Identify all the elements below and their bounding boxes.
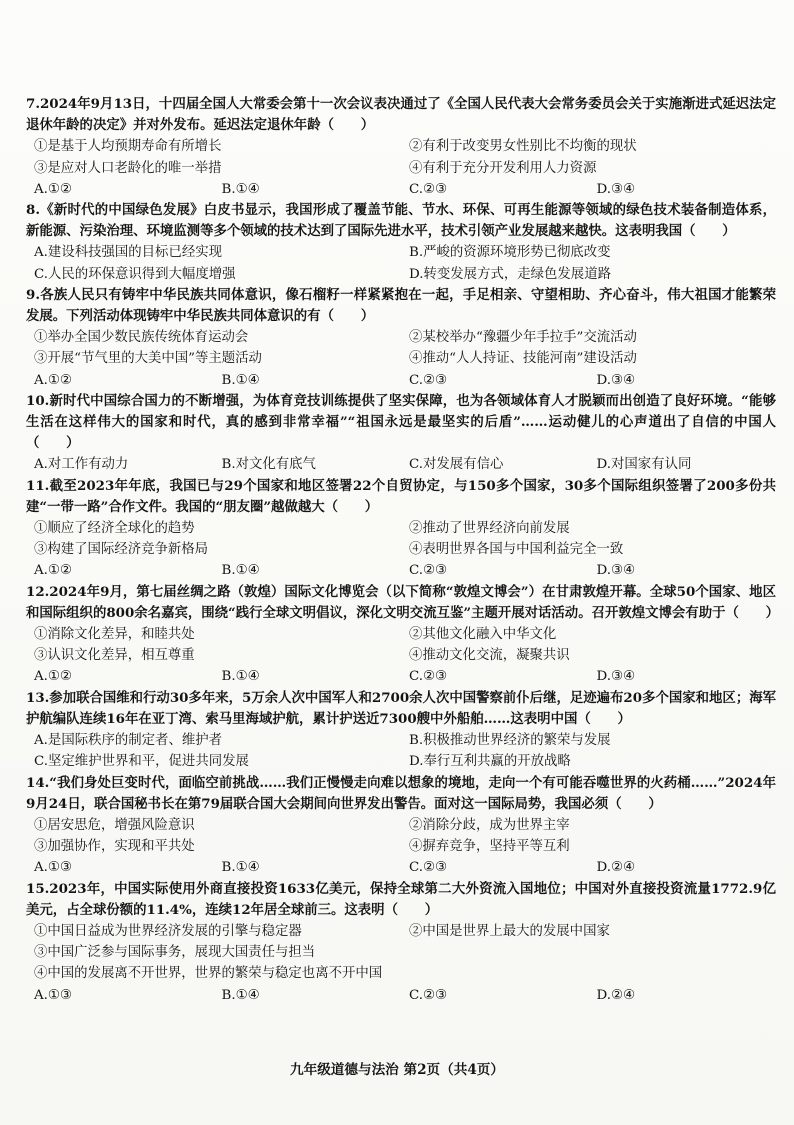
- choice-a: A.对工作有动力: [34, 457, 129, 473]
- choice-b: B.①④: [221, 181, 260, 197]
- choice-list: [26, 666, 776, 687]
- question-11: [26, 476, 776, 582]
- choice-a: A.①③: [34, 987, 72, 1003]
- choice-a: A.建设科技强国的目标已经实现: [34, 245, 223, 261]
- statement: ④推动“人人持证、技能河南”建设活动: [409, 351, 637, 367]
- question-14: [26, 773, 776, 879]
- choice-d: D.②④: [596, 860, 636, 876]
- choice-list: [26, 179, 776, 200]
- choice-a: A.①②: [34, 181, 72, 197]
- question-stem: 13.参加联合国维和行动30多年来，5万余人次中国军人和2700余人次中国警察前仆后继，足迹遍布20多个国家和地区；海军护航编队连续16年在亚丁湾、索马里海域护航，累计护送近7300艘中外船舶……这表明中国（ ）: [26, 689, 776, 727]
- choice-b: B.严峻的资源环境形势已彻底改变: [409, 245, 611, 261]
- choice-a: A.是国际秩序的制定者、维护者: [34, 733, 223, 749]
- statement: ④表明世界各国与中国利益完全一致: [409, 542, 624, 558]
- choice-list: [26, 370, 776, 391]
- choice-d: D.③④: [596, 669, 636, 685]
- choice-b: B.积极推动世界经济的繁荣与发展: [409, 733, 611, 749]
- choice-list: [26, 242, 776, 284]
- choice-list: [26, 560, 776, 581]
- choice-b: B.①④: [221, 987, 260, 1003]
- statement: ③加强协作，实现和平共处: [34, 839, 195, 855]
- statement: ④中国的发展离不开世界，世界的繁荣与稳定也离不开中国: [34, 966, 383, 982]
- statement-list: [26, 136, 776, 178]
- choice-a: A.①②: [34, 669, 72, 685]
- question-8: [26, 200, 776, 285]
- statement: ①中国日益成为世界经济发展的引擎与稳定器: [34, 923, 302, 939]
- statement: ①居安思危，增强风险意识: [34, 817, 195, 833]
- statement: ③是应对人口老龄化的唯一举措: [34, 160, 222, 176]
- statement-list: [26, 921, 776, 942]
- choice-d: D.对国家有认同: [596, 457, 692, 473]
- statement: ④推动文化交流，凝聚共识: [409, 648, 570, 664]
- question-stem: 8.《新时代的中国绿色发展》白皮书显示，我国形成了覆盖节能、节水、环保、可再生能源等领域的绿色技术装备制造体系，新能源、污染治理、环境监测等多个领域的技术达到了国际先进水平，技术引领产业发展越来越快。这表明我国（ ）: [26, 202, 776, 240]
- statement: ④有利于充分开发利用人力资源: [409, 160, 597, 176]
- choice-c: C.②③: [409, 181, 448, 197]
- question-stem: 7.2024年9月13日，十四届全国人大常委会第十一次会议表决通过了《全国人民代表大会常务委员会关于实施渐进式延迟法定退休年龄的决定》并对外发布。延迟法定退休年龄（ ）: [26, 96, 776, 134]
- statement-list: [26, 327, 776, 369]
- choice-c: C.②③: [409, 372, 448, 388]
- choice-d: D.②④: [596, 987, 636, 1003]
- choice-b: B.①④: [221, 860, 260, 876]
- choice-c: C.对发展有信心: [409, 457, 504, 473]
- statement: ③认识文化差异，相互尊重: [34, 648, 195, 664]
- choice-a: A.①③: [34, 860, 72, 876]
- statement: ④摒弃竞争，坚持平等互利: [409, 839, 570, 855]
- question-stem: 15.2023年，中国实际使用外商直接投资1633亿美元，保持全球第二大外资流入国地位；中国对外直接投资流量1772.9亿美元，占全球份额的11.4%，连续12年居全球前三。这表明（ ）: [26, 880, 776, 918]
- statement-list-wide: [26, 942, 776, 984]
- statement-list: [26, 624, 776, 666]
- question-list: [26, 94, 780, 1006]
- question-9: [26, 285, 776, 391]
- question-7: [26, 94, 776, 200]
- choice-c: C.②③: [409, 987, 448, 1003]
- choice-b: B.对文化有底气: [221, 457, 316, 473]
- question-12: [26, 582, 780, 688]
- choice-list: [26, 857, 776, 878]
- choice-a: A.①②: [34, 563, 72, 579]
- statement: ②某校举办“豫疆少年手拉手”交流活动: [409, 330, 637, 346]
- choice-c: C.人民的环保意识得到大幅度增强: [34, 266, 236, 282]
- statement: ②其他文化融入中华文化: [409, 627, 557, 643]
- statement: ①顺应了经济全球化的趋势: [34, 521, 195, 537]
- question-10: [26, 391, 776, 476]
- question-stem: 14.“我们身处巨变时代，面临空前挑战……我们正慢慢走向难以想象的境地，走向一个有可能吞噬世界的火药桶……”2024年9月24日，联合国秘书长在第79届联合国大会期间向世界发出警告。面对这一国际局势，我国必须（ ）: [26, 774, 776, 812]
- statement: ②有利于改变男女性别比不均衡的现状: [409, 139, 637, 155]
- choice-b: B.①④: [221, 563, 260, 579]
- statement: ③开展“节气里的大美中国”等主题活动: [34, 351, 262, 367]
- question-stem: 9.各族人民只有铸牢中华民族共同体意识，像石榴籽一样紧紧抱在一起，手足相亲、守望相助、齐心奋斗，伟大祖国才能繁荣发展。下列活动体现铸牢中华民族共同体意识的有（ ）: [26, 286, 776, 325]
- statement: ③构建了国际经济竞争新格局: [34, 542, 209, 558]
- question-13: [26, 688, 776, 773]
- statement-list: [26, 518, 776, 560]
- choice-list: [26, 730, 776, 772]
- statement: ②中国是世界上最大的发展中国家: [409, 923, 610, 939]
- statement: ①举办全国少数民族传统体育运动会: [34, 330, 249, 346]
- choice-b: B.①④: [221, 669, 260, 685]
- statement: ②消除分歧，成为世界主宰: [409, 817, 570, 833]
- statement: ①是基于人均预期寿命有所增长: [34, 139, 222, 155]
- statement: ③中国广泛参与国际事务，展现大国责任与担当: [34, 945, 316, 961]
- page-footer: 九年级道德与法治 第2页（共4页）: [290, 1062, 504, 1078]
- question-stem: 11.截至2023年年底，我国已与29个国家和地区签署22个自贸协定，与150多个国家，30多个国际组织签署了200多份共建“一带一路”合作文件。我国的“朋友圈”越做越大（ ）: [26, 477, 776, 515]
- choice-c: C.②③: [409, 860, 448, 876]
- choice-c: C.②③: [409, 563, 448, 579]
- choice-list: [26, 454, 776, 475]
- choice-list: [26, 985, 776, 1006]
- choice-c: C.②③: [409, 669, 448, 685]
- choice-d: D.③④: [596, 372, 636, 388]
- question-15: [26, 879, 776, 1006]
- statement: ①消除文化差异，和睦共处: [34, 627, 195, 643]
- choice-d: D.③④: [596, 563, 636, 579]
- choice-d: D.转变发展方式，走绿色发展道路: [409, 266, 611, 282]
- choice-b: B.①④: [221, 372, 260, 388]
- choice-d: D.奉行互利共赢的开放战略: [409, 754, 571, 770]
- choice-d: D.③④: [596, 181, 636, 197]
- question-stem: 10.新时代中国综合国力的不断增强，为体育竞技训练提供了坚实保障，也为各领域体育人才脱颖而出创造了良好环境。“能够生活在这样伟大的国家和时代，真的感到非常幸福”“祖国永远是最坚实的后盾”……运动健儿的心声道出了自信的中国人（ ）: [26, 392, 776, 452]
- choice-a: A.①②: [34, 372, 72, 388]
- statement-list: [26, 815, 776, 857]
- choice-c: C.坚定维护世界和平，促进共同发展: [34, 754, 249, 770]
- statement: ②推动了世界经济向前发展: [409, 521, 570, 537]
- question-stem: 12.2024年9月，第七届丝绸之路（敦煌）国际文化博览会（以下简称“敦煌文博会”）在甘肃敦煌开幕。全球50个国家、地区和国际组织的800余名嘉宾，围绕“践行全球文明倡议，深化文明交流互鉴”主题开展对话活动。召开敦煌文博会有助于（ ）: [26, 583, 780, 621]
